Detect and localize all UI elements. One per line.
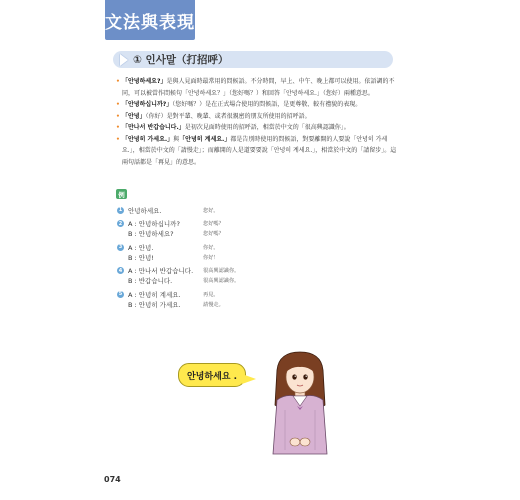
bullet-text xyxy=(122,76,401,99)
example-row xyxy=(117,276,317,286)
example-korean: A : 안녕히 계세요. xyxy=(128,290,181,299)
example-chinese: 您好。 xyxy=(203,207,219,214)
play-arrow-icon xyxy=(120,54,128,66)
example-chinese: 您好嗎？ xyxy=(203,231,224,237)
example-row xyxy=(117,205,317,215)
bullet-item xyxy=(116,122,401,134)
bullet-text-run: 都是告別時使用的問候語，對要離開的人要說「안녕히 가세요.」，相當於中文的「請慢走」；而離開的人是道要要說「안녕히 계세요.」，相當於中文的「請留步」。這兩句話都是「再見」的意思。 xyxy=(122,135,397,166)
example-korean: B : 안녕하세요? xyxy=(128,230,174,238)
example-number-icon: 2 xyxy=(118,220,123,227)
example-korean: B : 반갑습니다. xyxy=(128,277,173,285)
example-row xyxy=(117,219,317,229)
bullet-text-run: 與 xyxy=(173,135,180,143)
example-korean: B : 안녕! xyxy=(128,253,154,262)
highlighted-phrase: 「안녕하십니까?」 xyxy=(122,101,173,108)
example-korean: 안녕하세요. xyxy=(128,206,162,215)
bullet-dot-icon: • xyxy=(116,124,120,131)
highlighted-phrase: 「만나서 반갑습니다.」 xyxy=(122,124,185,131)
bullet-text xyxy=(122,111,401,123)
example-number-icon: 5 xyxy=(118,291,123,297)
example-korean: A : 안녕하십니까? xyxy=(128,220,180,228)
speech-bubble xyxy=(178,363,246,387)
example-chinese: 你好！ xyxy=(203,254,219,261)
example-number-icon: 4 xyxy=(118,267,123,274)
highlighted-phrase: 「안녕히 가세요.」 xyxy=(122,135,174,143)
bullet-dot-icon: • xyxy=(116,101,120,108)
example-korean: B : 안녕히 가세요. xyxy=(128,300,181,309)
bullet-text-run: 是與人見面時最常用的問候語。不分時間，早上、中午、晚上都可以使用。依語調的不同，可以被當作問候句「안녕하세요？」（您好嗎？）和回答「안녕하세요.」（您好）兩種意思。 xyxy=(122,78,395,97)
example-chinese: 請慢走。 xyxy=(203,301,224,308)
bullet-dot-icon: • xyxy=(116,112,120,120)
bullet-text-run: （你好）是對平輩、晚輩、或者很親密的朋友所使用的招呼語。 xyxy=(145,112,311,120)
bullet-dot-icon: • xyxy=(116,78,120,85)
chapter-header-tab xyxy=(105,0,195,40)
bullet-dot-icon: • xyxy=(116,135,120,143)
example-row xyxy=(117,289,317,299)
example-list xyxy=(117,205,317,313)
example-korean: A : 만나서 반갑습니다. xyxy=(128,267,194,275)
section-title-bar xyxy=(113,51,393,68)
chapter-header-title: 文法與表現 xyxy=(105,12,195,33)
example-row xyxy=(117,242,317,252)
bullet-item xyxy=(116,99,401,111)
example-chinese: 很高興認識你。 xyxy=(203,268,240,274)
example-korean: A : 안녕. xyxy=(128,243,154,252)
bullet-item xyxy=(116,76,401,99)
example-badge: 例 xyxy=(116,189,127,199)
bullet-text-run: 是初次見面時使用的招呼語，相當於中文的「很高興認識你」。 xyxy=(184,124,350,131)
example-chinese: 再見。 xyxy=(203,291,219,298)
example-chinese: 你好。 xyxy=(203,244,219,251)
example-number-icon: 1 xyxy=(118,207,123,213)
bullet-text xyxy=(122,122,401,134)
example-row xyxy=(117,252,317,262)
bullet-text xyxy=(122,134,401,169)
speech-bubble-text: 안녕하세요 . xyxy=(186,371,238,382)
highlighted-phrase: 「안녕히 계세요.」 xyxy=(179,135,231,143)
example-chinese: 您好嗎？ xyxy=(203,221,224,227)
highlighted-phrase: 「안녕」 xyxy=(122,112,146,120)
example-row xyxy=(117,266,317,276)
bullet-item xyxy=(116,134,401,169)
example-row xyxy=(117,299,317,309)
example-row xyxy=(117,229,317,239)
grammar-explanations xyxy=(116,76,401,168)
bullet-text-run: （您好嗎？）是在正式場合使用的問候語，是更尊敬、較有禮貌的表現。 xyxy=(172,101,362,108)
highlighted-phrase: 「안녕하세요?」 xyxy=(122,78,167,85)
bullet-text xyxy=(122,99,401,111)
girl-illustration xyxy=(255,350,345,455)
page-number: 074 xyxy=(104,475,121,484)
bullet-item xyxy=(116,111,401,123)
example-chinese: 很高興認識你。 xyxy=(203,278,240,284)
section-title: ① 인사말（打招呼） xyxy=(133,54,229,66)
speech-bubble-tail xyxy=(242,374,256,384)
example-number-icon: 3 xyxy=(118,244,123,250)
